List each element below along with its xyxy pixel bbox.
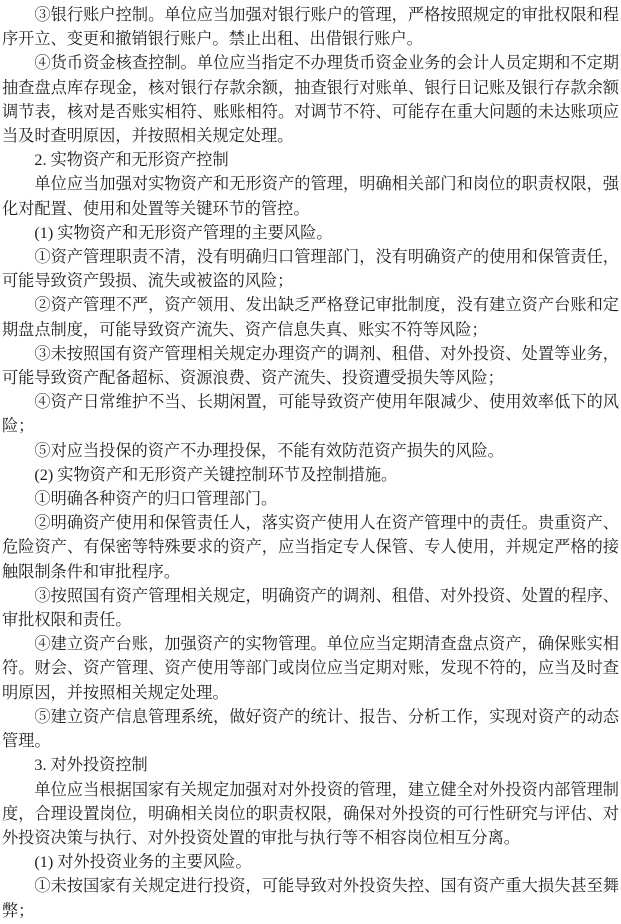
- list-item: ④建立资产台账，加强资产的实物管理。单位应当定期清查盘点资产，确保账实相符。财会、资产管理、资产使用等部门或岗位应当定期对账，发现不符的，应当及时查明原因，并按照相关规定处理。: [2, 635, 619, 702]
- paragraph: ④货币资金核查控制。单位应当指定不办理货币资金业务的会计人员定期和不定期抽查盘点库存现金，核对银行存款余额，抽查银行对账单、银行日记账及银行存款余额调节表，核对是否账实相符、账账相符。对调节不符、可能存在重大问题的未达账项应当及时查明原因，并按照相关规定处理。: [2, 54, 619, 146]
- section-heading: 2. 实物资产和无形资产控制: [34, 151, 229, 170]
- list-item: ③按照国有资产管理相关规定，明确资产的调剂、租借、对外投资、处置的程序、审批权限和责任。: [2, 586, 619, 630]
- list-item: ④资产日常维护不当、长期闲置，可能导致资产使用年限减少、使用效率低下的风险；: [2, 393, 619, 436]
- list-item: (1) 实物资产和无形资产管理的主要风险。: [34, 223, 333, 242]
- list-item: ①资产管理职责不清，没有明确归口管理部门，没有明确资产的使用和保管责任，可能导致资产毁损、流失或被盗的风险；: [2, 248, 619, 291]
- paragraph: ③银行账户控制。单位应当加强对银行账户的管理，严格按照规定的审批权限和程序开立、变更和撤销银行账户。禁止出租、出借银行账户。: [2, 6, 619, 49]
- paragraph: 单位应当根据国家有关规定加强对对外投资的管理，建立健全对外投资内部管理制度，合理设置岗位，明确相关岗位的职责权限，确保对外投资的可行性研究与评估、对外投资决策与执行、对外投资处置的审批与执行等不相容岗位相互分离。: [2, 780, 619, 847]
- list-item: ①明确各种资产的归口管理部门。: [34, 490, 278, 509]
- section-heading: 3. 对外投资控制: [34, 756, 148, 775]
- list-item: ②资产管理不严，资产领用、发出缺乏严格登记审批制度，没有建立资产台账和定期盘点制度，可能导致资产流失、资产信息失真、账实不符等风险；: [2, 296, 619, 339]
- list-item: ③未按照国有资产管理相关规定办理资产的调剂、租借、对外投资、处置等业务，可能导致资产配备超标、资源浪费、资产流失、投资遭受损失等风险；: [2, 344, 619, 388]
- list-item: (1) 对外投资业务的主要风险。: [34, 853, 252, 872]
- list-item: ②明确资产使用和保管责任人，落实资产使用人在资产管理中的责任。贵重资产、危险资产、有保密等特殊要求的资产，应当指定专人保管、专人使用，并规定严格的接触限制条件和审批程序。: [2, 514, 619, 581]
- list-item: ⑤建立资产信息管理系统，做好资产的统计、报告、分析工作，实现对资产的动态管理。: [2, 707, 619, 751]
- paragraph: 单位应当加强对实物资产和无形资产的管理，明确相关部门和岗位的职责权限，强化对配置、使用和处置等关键环节的管控。: [2, 175, 619, 218]
- list-item: (2) 实物资产和无形资产关键控制环节及控制措施。: [34, 465, 398, 484]
- list-item: ①未按国家有关规定进行投资，可能导致对外投资失控、国有资产重大损失甚至舞弊；: [2, 877, 619, 920]
- list-item: ⑤对应当投保的资产不办理投保，不能有效防范资产损失的风险。: [34, 441, 504, 460]
